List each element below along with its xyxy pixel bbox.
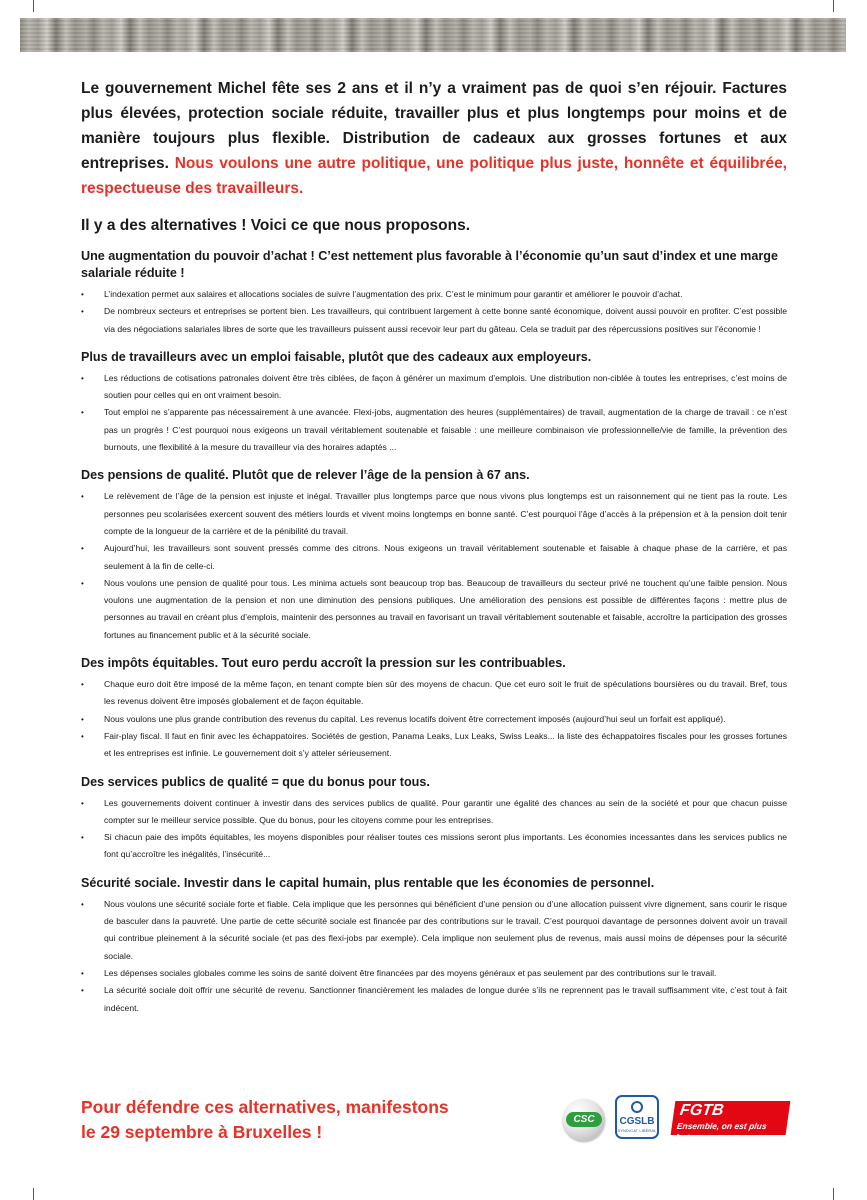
list-item: • Nous voulons une plus grande contribution des revenus du capital. Les revenus locatifs doivent être correctement imposés (aujourd’hui seul un forfait est appliqué). [81,711,787,728]
section [81,248,787,338]
intro-text: Le gouvernement Michel fête ses 2 ans et il n’y a vraiment pas de quoi s’en réjouir. Factures plus élevées, protection sociale réduite, travailler plus et plus longtemps pour moins et de manière toujours plus flexible. Distribution de cadeaux aux grosses fortunes et aux entreprises. [81,80,787,172]
list-item: • De nombreux secteurs et entreprises se portent bien. Les travailleurs, qui contribuent largement à cette bonne santé économique, doivent aussi pouvoir en profiter. C’est possible via des négociations salariales libres de sorte que les travailleurs puissent aussi recevoir leur part du gâteau. Cela se traduit par des répercussions positives sur l’économie ! [81,303,787,338]
list-item: • Les dépenses sociales globales comme les soins de santé doivent être financées par des moyens généraux et pas seulement par des contributions sur le travail. [81,965,787,982]
list-item: • Si chacun paie des impôts équitables, les moyens disponibles pour réaliser toutes ces missions seront plus importants. Les économies incessantes dans les services publics ne font qu’accroître les inégalités, l’insécurité... [81,829,787,864]
list-item: • Nous voulons une sécurité sociale forte et fiable. Cela implique que les personnes qui bénéficient d’une pension ou d’une allocation puissent vivre dignement, sans courir le risque de basculer dans la pauvreté. Une partie de cette sécurité sociale est financée par des contributions sur le travail. C’est pourquoi davantage de personnes doivent avoir un travail qui contribue pleinement à la sécurité sociale (et pas des flexi-jobs par exemple). Cela implique non seulement plus de revenus, mais aussi moins de dépenses pour la sécurité sociale. [81,896,787,965]
alternatives-title: Il y a des alternatives ! Voici ce que nous proposons. [81,217,471,234]
list-item: • La sécurité sociale doit offrir une sécurité de revenu. Sanctionner financièrement les malades de longue durée s’ils ne reprennent pas le travail suffisamment vite, c’est tout à fait indécent. [81,982,787,1017]
section [81,875,787,1017]
fgtb-logo [671,1101,791,1142]
section-title: Des impôts équitables. Tout euro perdu accroît la pression sur les contribuables. [81,656,566,671]
list-item: • Aujourd’hui, les travailleurs sont souvent pressés comme des citrons. Nous exigeons un travail véritablement soutenable et faisable à chaque phase de la carrière, et pas seulement à la fin de celle-ci. [81,540,787,575]
intro-highlight: Nous voulons une autre politique, une politique plus juste, honnête et équilibrée, respectueuse des travailleurs. [81,155,787,197]
section-title: Sécurité sociale. Investir dans le capital humain, plus rentable que les économies de personnel. [81,875,655,890]
bullet-list [81,795,787,864]
bullet-list [81,286,787,338]
cgslb-logo [615,1095,659,1139]
bullet-list [81,488,787,644]
section [81,349,787,456]
union-logos [563,1093,793,1141]
section-title: Plus de travailleurs avec un emploi faisable, plutôt que des cadeaux aux employeurs. [81,349,592,364]
cgslb-figure-icon [631,1101,643,1113]
csc-logo [563,1099,605,1141]
list-item: • Fair-play fiscal. Il faut en finir avec les échappatoires. Sociétés de gestion, Panama Leaks, Lux Leaks, Swiss Leaks... la liste des échappatoires fiscales pour les grosses fortunes et les entreprises est infinie. Le gouvernement doit s’y atteler sérieusement. [81,728,787,763]
cgslb-logo-subtext: SYNDICAT LIBÉRAL [617,1128,657,1133]
list-item: • Nous voulons une pension de qualité pour tous. Les minima actuels sont beaucoup trop bas. Beaucoup de travailleurs du secteur privé ne touchent qu’une faible pension. Nous voulons une augmentation de la pension et non une diminution des pensions publiques. Une amélioration des pensions est possible de différentes façons : mettre plus de personnes au travail en créant plus d’emplois, maintenir des personnes au travail en favorisant un travail véritablement soutenable et faisable, accroître la participation des grosses fortunes au financement public et à la sécurité sociale. [81,575,787,644]
crop-mark [833,1188,834,1200]
list-item: • L’indexation permet aux salaires et allocations sociales de suivre l’augmentation des prix. C’est le minimum pour garantir et améliorer le pouvoir d’achat. [81,286,787,303]
fgtb-logo-text: FGTB [678,1102,725,1119]
footer-line-2: le 29 septembre à Bruxelles ! [81,1122,323,1142]
section-title: Des services publics de qualité = que du bonus pour tous. [81,774,430,789]
cgslb-logo-text: CGSLB [619,1116,655,1127]
section-title: Une augmentation du pouvoir d’achat ! C’est nettement plus favorable à l’économie qu’un saut d’index et une marge salariale réduite ! [81,249,778,280]
crop-mark [833,0,834,12]
bullet-list [81,676,787,762]
main-content [81,76,787,1017]
crop-mark [33,0,34,12]
footer-callout [81,1095,481,1145]
intro-paragraph [81,76,787,201]
csc-logo-text: CSC [566,1112,602,1127]
list-item: • Le relèvement de l’âge de la pension est injuste et inégal. Travailler plus longtemps parce que nous vivons plus longtemps est un raisonnement qui ne tient pas la route. Les personnes peu scolarisées exercent souvent des métiers lourds et vivent moins longtemps en bonne santé. C’est pourquoi l’âge d’accès à la prépension et à la pension doit tenir compte de la longueur de la carrière et de la pénibilité du travail. [81,488,787,540]
crop-mark [33,1188,34,1200]
section [81,774,787,864]
fgtb-slogan: Ensemble, on est plus forts [674,1121,768,1142]
section [81,467,787,644]
list-item: • Les réductions de cotisations patronales doivent être très ciblées, de façon à générer un maximum d’emplois. Une distribution non-ciblée à toutes les entreprises, c’est moins de soutien pour celles qui en ont vraiment besoin. [81,370,787,405]
section-title: Des pensions de qualité. Plutôt que de relever l’âge de la pension à 67 ans. [81,468,530,483]
sections-container [81,248,787,1017]
section [81,655,787,762]
list-item: • Chaque euro doit être imposé de la même façon, en tenant compte bien sûr des moyens de chacun. Que cet euro soit le fruit de spéculations boursières ou du travail. Bref, tous les revenus doivent être imposés globalement et de façon équitable. [81,676,787,711]
header-banner [20,18,846,52]
bullet-list [81,370,787,456]
bullet-list [81,896,787,1017]
list-item: • Tout emploi ne s’apparente pas nécessairement à une avancée. Flexi-jobs, augmentation des heures (supplémentaires) de travail, augmentation de la charge de travail : ce n’est pas un progrès ! C’est pourquoi nous exigeons un travail véritablement soutenable et faisable : une meilleure combinaison vie professionnelle/vie de famille, la prévention des burnouts, une flexibilité à la mesure du travailleur via des horaires adaptés ... [81,404,787,456]
footer-line-1: Pour défendre ces alternatives, manifestons [81,1097,449,1117]
list-item: • Les gouvernements doivent continuer à investir dans des services publics de qualité. Pour garantir une égalité des chances au sein de la société et pour que chacun puisse compter sur le meilleur service possible. Que du bonus, pour les citoyens comme pour les entreprises. [81,795,787,830]
